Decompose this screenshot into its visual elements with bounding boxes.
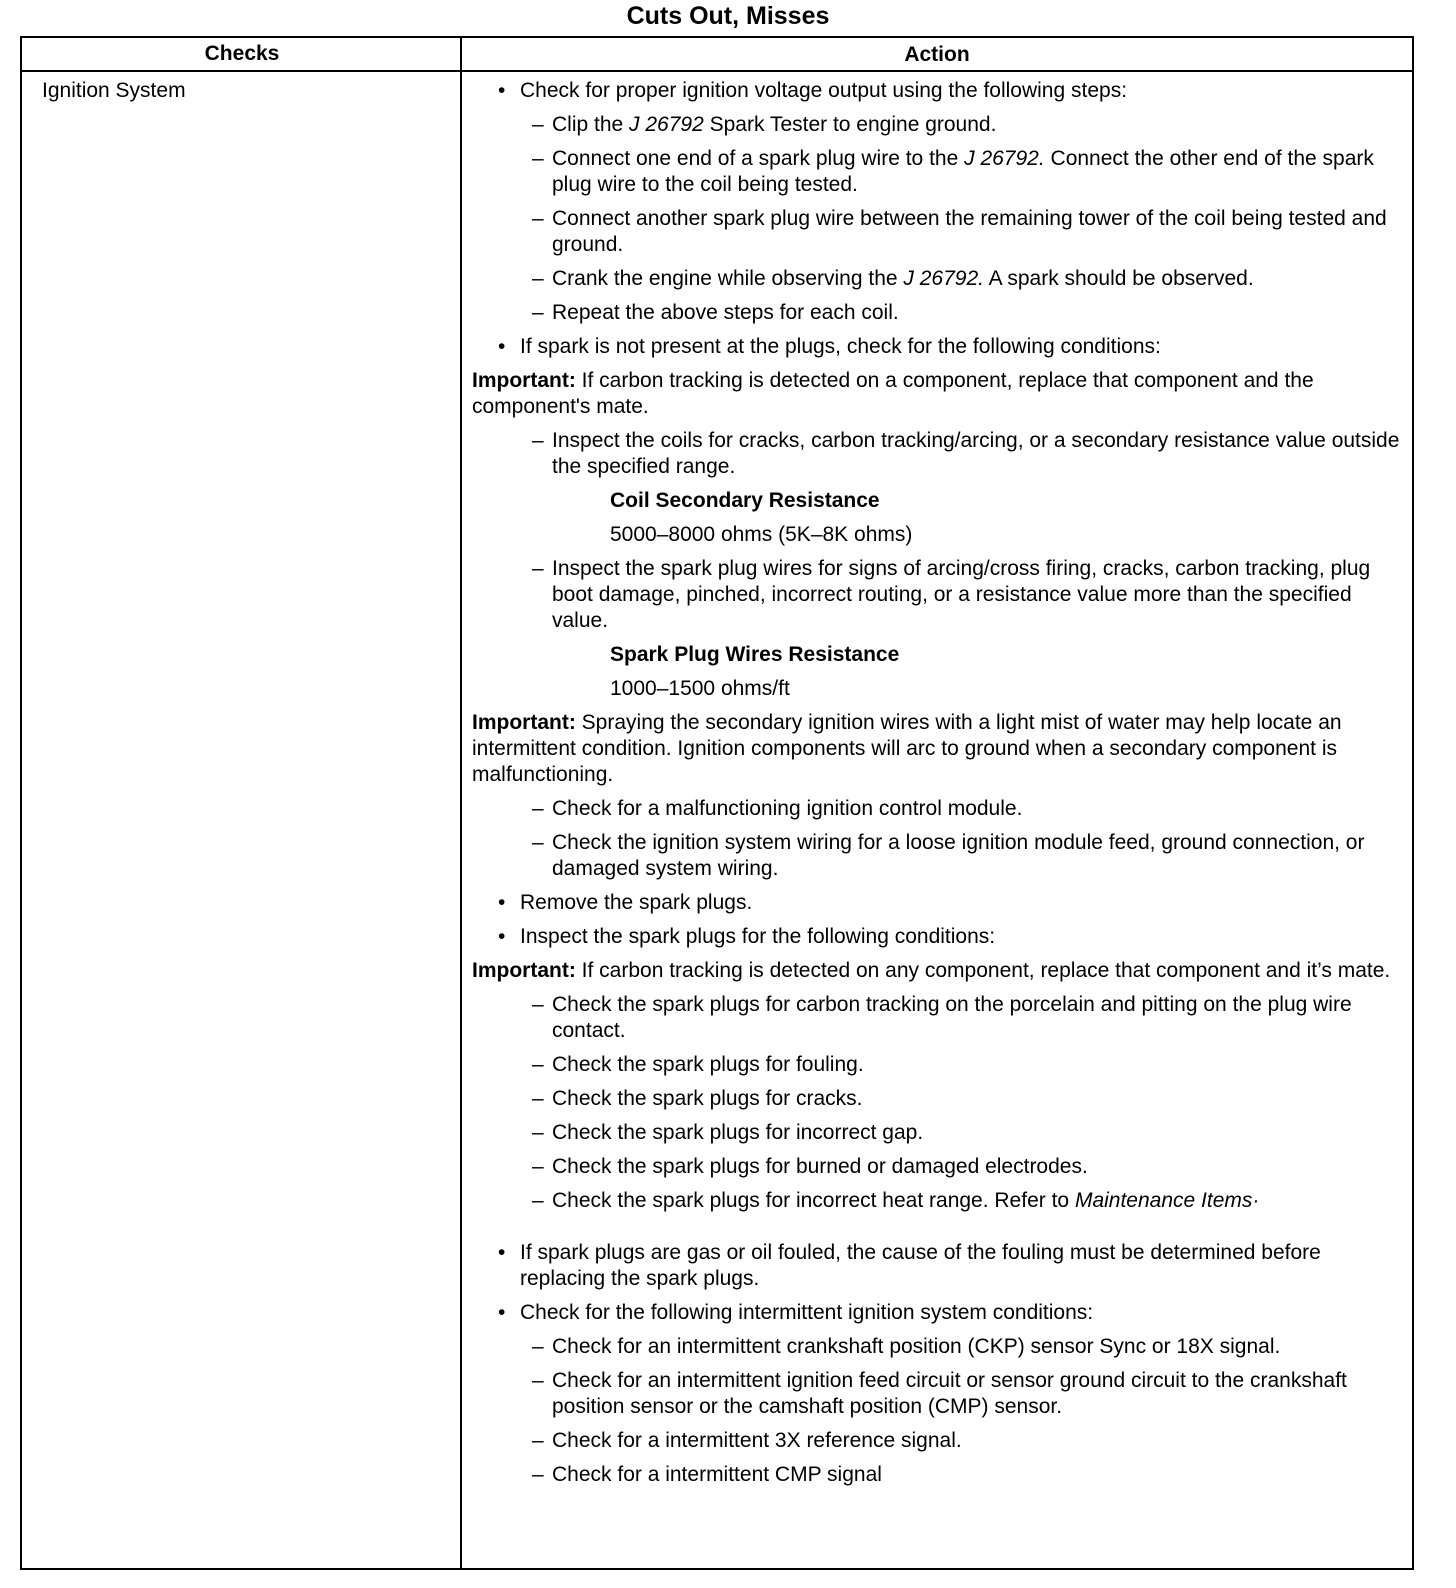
important-note: Important: Spraying the secondary ignition wires with a light mist of water may help locate an intermittent condition. Ignition components will arc to ground when a secondary component is malfunctioning.	[472, 711, 1342, 786]
action-substep: – Check the spark plugs for incorrect heat range. Refer to Maintenance Items·	[532, 1189, 1260, 1212]
action-substep: – Check the spark plugs for cracks.	[532, 1087, 863, 1110]
action-item: • Remove the spark plugs.	[498, 891, 753, 914]
action-substep: – Check the spark plugs for carbon tracking on the porcelain and pitting on the plug wire contact.	[532, 993, 1352, 1042]
dash-marker: –	[532, 557, 544, 580]
action-item: • Check for proper ignition voltage output using the following steps:	[498, 79, 1128, 102]
action-item: • If spark is not present at the plugs, check for the following conditions:	[498, 335, 1161, 358]
dash-marker: –	[532, 147, 544, 170]
dash-marker: –	[532, 113, 544, 136]
action-substep: – Inspect the spark plug wires for signs of arcing/cross firing, cracks, carbon tracking, plug boot damage, pinched, incorrect routing, or a resistance value more than the specified value.	[532, 557, 1371, 632]
check-ignition-system: Ignition System	[42, 79, 186, 102]
action-substep: – Check the spark plugs for incorrect gap.	[532, 1121, 924, 1144]
bullet-marker: •	[498, 1301, 506, 1324]
dash-marker: –	[532, 993, 544, 1016]
action-substep: – Clip the J 26792 Spark Tester to engine ground.	[532, 113, 997, 136]
important-note: Important: If carbon tracking is detected on a component, replace that component and the component's mate.	[472, 369, 1314, 418]
dash-marker: –	[532, 797, 544, 820]
bullet-marker: •	[498, 79, 506, 102]
action-substep: – Connect one end of a spark plug wire to the J 26792. Connect the other end of the spark plug wire to the coil being tested.	[532, 147, 1374, 196]
dash-marker: –	[532, 429, 544, 452]
page-title: Cuts Out, Misses	[626, 2, 830, 30]
bullet-marker: •	[498, 891, 506, 914]
dash-marker: –	[532, 1335, 544, 1358]
dash-marker: –	[532, 267, 544, 290]
action-substep: – Check for an intermittent crankshaft position (CKP) sensor Sync or 18X signal.	[532, 1335, 1281, 1358]
action-substep: – Check for an intermittent ignition feed circuit or sensor ground circuit to the crankshaft position sensor or the camshaft position (CMP) sensor.	[532, 1369, 1347, 1418]
dash-marker: –	[532, 1369, 544, 1392]
diagnosis-table	[20, 36, 1414, 1570]
dash-marker: –	[532, 1053, 544, 1076]
action-substep: – Check for a intermittent 3X reference signal.	[532, 1429, 962, 1452]
dash-marker: –	[532, 1429, 544, 1452]
bullet-marker: •	[498, 1241, 506, 1264]
spec-title: Spark Plug Wires Resistance	[610, 643, 900, 666]
action-item: • Inspect the spark plugs for the following conditions:	[498, 925, 996, 948]
tool-reference: J 26792.	[964, 147, 1045, 170]
action-substep: – Check the spark plugs for fouling.	[532, 1053, 864, 1076]
action-substep: – Check the ignition system wiring for a loose ignition module feed, ground connection, or damaged system wiring.	[532, 831, 1365, 880]
bullet-marker: •	[498, 925, 506, 948]
tool-reference: J 26792.	[903, 267, 984, 290]
action-substep: – Connect another spark plug wire between the remaining tower of the coil being tested and ground.	[532, 207, 1387, 256]
dash-marker: –	[532, 1189, 544, 1212]
action-substep: – Check for a intermittent CMP signal	[532, 1463, 882, 1486]
dash-marker: –	[532, 1121, 544, 1144]
dash-marker: –	[532, 1155, 544, 1178]
dash-marker: –	[532, 207, 544, 230]
important-note: Important: If carbon tracking is detected on any component, replace that component and it’s mate.	[472, 959, 1391, 982]
dash-marker: –	[532, 1463, 544, 1486]
spec-title: Coil Secondary Resistance	[610, 489, 880, 512]
action-substep: – Repeat the above steps for each coil.	[532, 301, 899, 324]
tool-reference: J 26792	[629, 113, 704, 136]
action-substep: – Crank the engine while observing the J 26792. A spark should be observed.	[532, 267, 1254, 290]
maintenance-items-reference: Maintenance Items·	[1074, 1189, 1260, 1212]
column-divider	[460, 38, 462, 1568]
action-substep: – Check the spark plugs for burned or damaged electrodes.	[532, 1155, 1088, 1178]
spec-value: 5000–8000 ohms (5K–8K ohms)	[610, 523, 913, 546]
dash-marker: –	[532, 831, 544, 854]
action-substep: – Inspect the coils for cracks, carbon tracking/arcing, or a secondary resistance value outside the specified range.	[532, 429, 1400, 478]
spec-value: 1000–1500 ohms/ft	[610, 677, 790, 700]
spacer	[470, 1222, 1402, 1240]
header-action: Action	[904, 43, 970, 66]
header-checks: Checks	[204, 42, 280, 65]
dash-marker: –	[532, 1087, 544, 1110]
action-cell	[470, 78, 1402, 1496]
dash-marker: –	[532, 301, 544, 324]
bullet-marker: •	[498, 335, 506, 358]
action-item: • Check for the following intermittent ignition system conditions:	[498, 1301, 1094, 1324]
action-item: • If spark plugs are gas or oil fouled, the cause of the fouling must be determined before replacing the spark plugs.	[498, 1241, 1321, 1290]
table-header-row	[22, 38, 1412, 72]
action-substep: – Check for a malfunctioning ignition control module.	[532, 797, 1023, 820]
